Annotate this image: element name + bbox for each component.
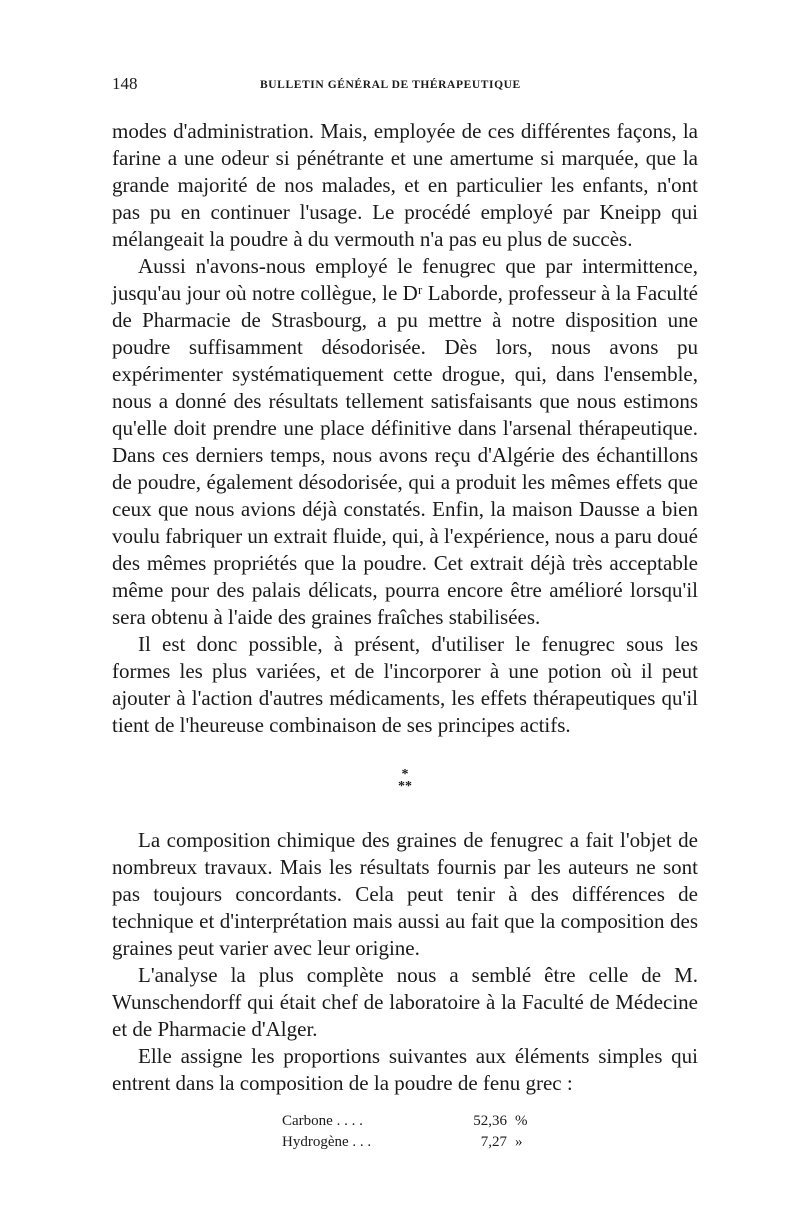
separator-stars: ** — [398, 779, 412, 794]
composition-row — [282, 1132, 698, 1153]
composition-table — [282, 1111, 698, 1153]
page-header — [112, 74, 690, 100]
element-unit: » — [515, 1134, 523, 1150]
separator-star: * — [401, 767, 409, 782]
element-value: 7,27 — [480, 1134, 507, 1150]
element-unit: % — [515, 1113, 528, 1129]
element-value: 52,36 — [473, 1113, 507, 1129]
paragraph: Elle assigne les proportions suivantes aux éléments simples qui entrent dans la composition de la poudre de fenu grec : — [112, 1044, 698, 1095]
paragraph: Aussi n'avons-nous employé le fenugrec que par intermittence, jusqu'au jour où notre collègue, le Dʳ Laborde, professeur à la Faculté de Pharmacie de Strasbourg, a pu mettre à notre disposition une poudre suffisamment désodorisée. Dès lors, nous avons pu expérimenter systématiquement cette drogue, qui, dans l'ensemble, nous a donné des résultats tellement satisfaisants que nous estimons qu'elle doit prendre une place définitive dans l'arsenal thérapeutique. Dans ces derniers temps, nous avons reçu d'Algérie des échantillons de poudre, également désodorisée, qui a produit les mêmes effets que ceux que nous avions déjà constatés. Enfin, la maison Dausse a bien voulu fabriquer un extrait fluide, qui, à l'expérience, nous a paru doué des mêmes propriétés que la poudre. Cet extrait déjà très acceptable même pour des palais délicats, pourra encore être amélioré lorsqu'il sera obtenu à l'aide des graines fraîches stabilisées. — [112, 254, 698, 629]
page-number: 148 — [112, 74, 138, 93]
paragraph: La composition chimique des graines de fenugrec a fait l'objet de nombreux travaux. Mais les résultats fournis par les auteurs ne sont pas toujours concordants. Cela peut tenir à des différences de technique et d'interprétation mais aussi au fait que la composition des graines peut varier avec leur origine. — [112, 828, 698, 960]
section-separator — [112, 769, 698, 793]
paragraph: L'analyse la plus complète nous a semblé être celle de M. Wunschendorff qui était chef de laboratoire à la Faculté de Médecine et de Pharmacie d'Alger. — [112, 963, 698, 1041]
composition-row — [282, 1111, 698, 1132]
element-name: Carbone . . . . — [282, 1113, 363, 1129]
paragraph: Il est donc possible, à présent, d'utiliser le fenugrec sous les formes les plus variées, et de l'incorporer à une potion où il peut ajouter à l'action d'autres médicaments, les effets thérapeutiques qu'il tient de l'heureuse combinaison de ses principes actifs. — [112, 632, 698, 737]
paragraph: modes d'administration. Mais, employée de ces différentes façons, la farine a une odeur si pénétrante et une amertume si marquée, que la grande majorité de nos malades, et en particulier les enfants, n'ont pas pu en continuer l'usage. Le procédé employé par Kneipp qui mélangeait la poudre à du vermouth n'a pas eu plus de succès. — [112, 119, 698, 251]
element-name: Hydrogène . . . — [282, 1134, 372, 1150]
running-title: BULLETIN GÉNÉRAL DE THÉRAPEUTIQUE — [260, 79, 521, 91]
page-body — [112, 118, 698, 1153]
